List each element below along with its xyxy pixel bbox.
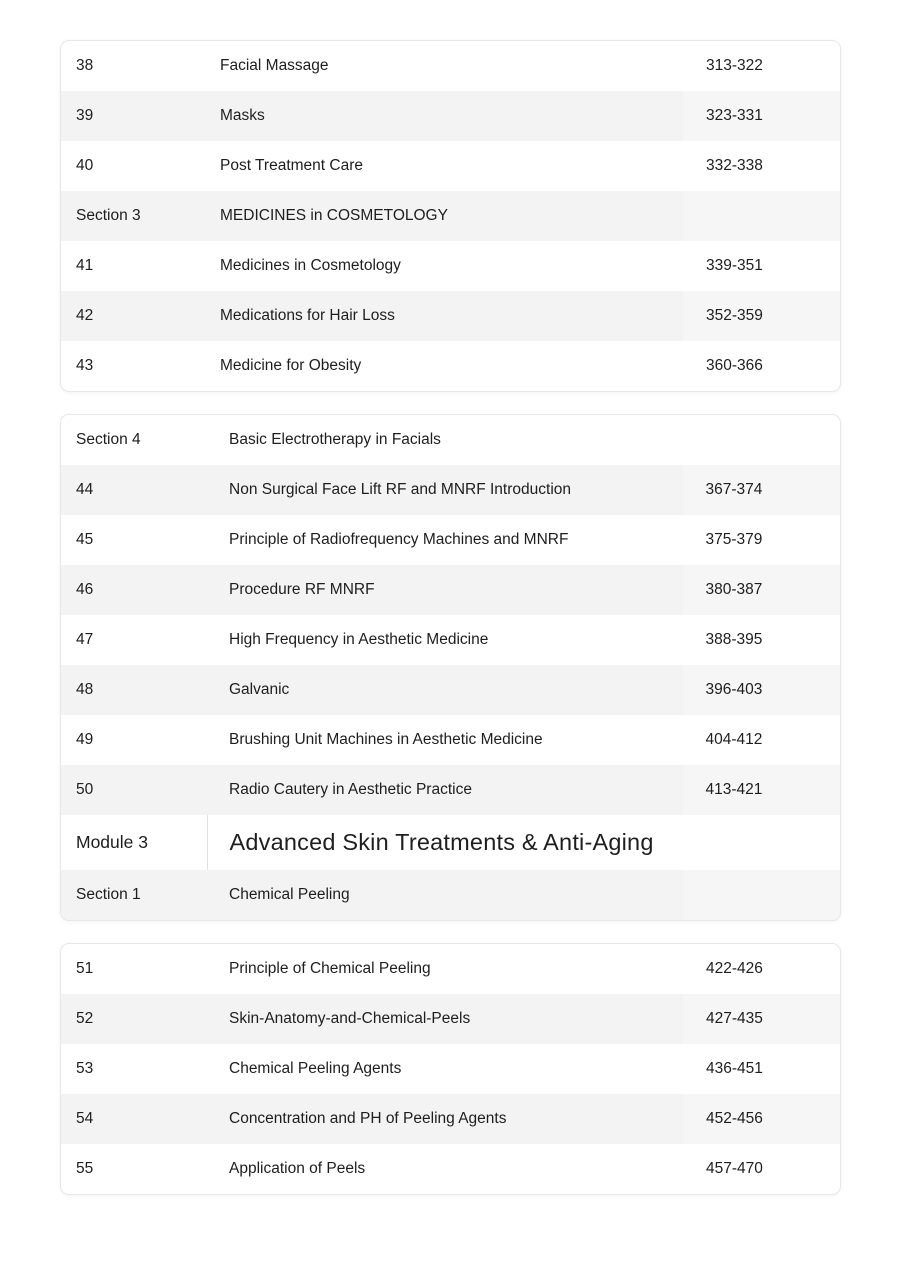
row-number: 38: [76, 56, 94, 74]
row-pages: 413-421: [683, 765, 840, 815]
toc-row-chapter: [61, 241, 840, 291]
row-pages: 427-435: [683, 994, 840, 1044]
row-number: 50: [61, 765, 207, 815]
row-number: Section 3: [61, 191, 207, 241]
row-pages: 367-374: [683, 465, 840, 515]
toc-card: [60, 40, 841, 392]
toc-row-chapter: [61, 41, 840, 91]
row-number: 47: [76, 630, 94, 648]
row-number: 48: [61, 665, 207, 715]
row-number: 49: [76, 730, 94, 748]
row-pages: 375-379: [705, 530, 763, 548]
toc-row-chapter: [61, 765, 840, 815]
row-title: Medications for Hair Loss: [207, 291, 683, 341]
row-number: 53: [76, 1059, 94, 1077]
row-pages: 422-426: [706, 959, 763, 977]
toc-row-chapter: [61, 465, 840, 515]
row-pages: 323-331: [683, 91, 840, 141]
row-number: 45: [76, 530, 94, 548]
toc-row-section: [61, 191, 840, 241]
toc-card: [60, 943, 841, 1195]
row-number: Module 3: [61, 815, 207, 870]
row-number: 41: [76, 256, 94, 274]
row-pages: [683, 815, 840, 870]
row-title: Application of Peels: [229, 1159, 366, 1177]
toc-row-chapter: [61, 1144, 840, 1194]
row-title: Chemical Peeling Agents: [229, 1059, 402, 1077]
row-title: Masks: [207, 91, 683, 141]
row-title: Non Surgical Face Lift RF and MNRF Introduction: [207, 465, 683, 515]
row-pages: 452-456: [683, 1094, 840, 1144]
row-title: Chemical Peeling: [207, 870, 683, 920]
toc-row-chapter: [61, 341, 840, 391]
toc-card: [60, 414, 841, 921]
toc-row-chapter: [61, 615, 840, 665]
row-pages: 388-395: [705, 630, 763, 648]
row-title: Radio Cautery in Aesthetic Practice: [207, 765, 683, 815]
row-number: 54: [61, 1094, 207, 1144]
row-title: Medicine for Obesity: [220, 356, 362, 374]
row-pages: [683, 415, 840, 465]
row-pages: 332-338: [706, 156, 763, 174]
row-number: 46: [61, 565, 207, 615]
toc-row-chapter: [61, 565, 840, 615]
row-title: Facial Massage: [220, 56, 329, 74]
toc-row-module: [61, 815, 840, 870]
toc-cards-container: [0, 40, 900, 1195]
row-number: 42: [61, 291, 207, 341]
row-number: Section 4: [76, 430, 141, 448]
row-pages: 313-322: [706, 56, 763, 74]
toc-row-chapter: [61, 291, 840, 341]
toc-table: [61, 415, 840, 920]
row-title: Advanced Skin Treatments & Anti-Aging: [229, 829, 654, 856]
toc-row-chapter: [61, 665, 840, 715]
row-pages: 396-403: [683, 665, 840, 715]
toc-row-chapter: [61, 944, 840, 994]
row-pages: 380-387: [683, 565, 840, 615]
toc-table: [61, 41, 840, 391]
row-number: Section 1: [61, 870, 207, 920]
row-pages: 404-412: [705, 730, 763, 748]
toc-row-chapter: [61, 91, 840, 141]
row-title: Procedure RF MNRF: [207, 565, 683, 615]
row-number: 52: [61, 994, 207, 1044]
toc-table: [61, 944, 840, 1194]
row-number: 44: [61, 465, 207, 515]
row-title: Principle of Chemical Peeling: [229, 959, 431, 977]
toc-row-chapter: [61, 141, 840, 191]
toc-row-section: [61, 870, 840, 920]
toc-row-chapter: [61, 515, 840, 565]
row-title: Skin-Anatomy-and-Chemical-Peels: [207, 994, 683, 1044]
row-title: Brushing Unit Machines in Aesthetic Medicine: [229, 730, 543, 748]
row-title: Concentration and PH of Peeling Agents: [207, 1094, 683, 1144]
toc-row-chapter: [61, 715, 840, 765]
row-title: Galvanic: [207, 665, 683, 715]
row-pages: [683, 191, 840, 241]
row-title: Post Treatment Care: [220, 156, 364, 174]
row-title: Basic Electrotherapy in Facials: [229, 430, 441, 448]
row-title: High Frequency in Aesthetic Medicine: [229, 630, 489, 648]
row-title: Principle of Radiofrequency Machines and MNRF: [229, 530, 569, 548]
row-pages: [683, 870, 840, 920]
toc-row-chapter: [61, 994, 840, 1044]
row-number: 39: [61, 91, 207, 141]
row-pages: 360-366: [706, 356, 763, 374]
row-pages: 457-470: [706, 1159, 763, 1177]
toc-row-section: [61, 415, 840, 465]
toc-row-chapter: [61, 1094, 840, 1144]
row-title: Medicines in Cosmetology: [220, 256, 401, 274]
row-number: 51: [76, 959, 94, 977]
row-pages: 436-451: [706, 1059, 763, 1077]
row-number: 40: [76, 156, 94, 174]
toc-row-chapter: [61, 1044, 840, 1094]
row-number: 43: [76, 356, 94, 374]
row-pages: 352-359: [683, 291, 840, 341]
row-title: MEDICINES in COSMETOLOGY: [207, 191, 683, 241]
row-number: 55: [76, 1159, 94, 1177]
row-pages: 339-351: [706, 256, 763, 274]
